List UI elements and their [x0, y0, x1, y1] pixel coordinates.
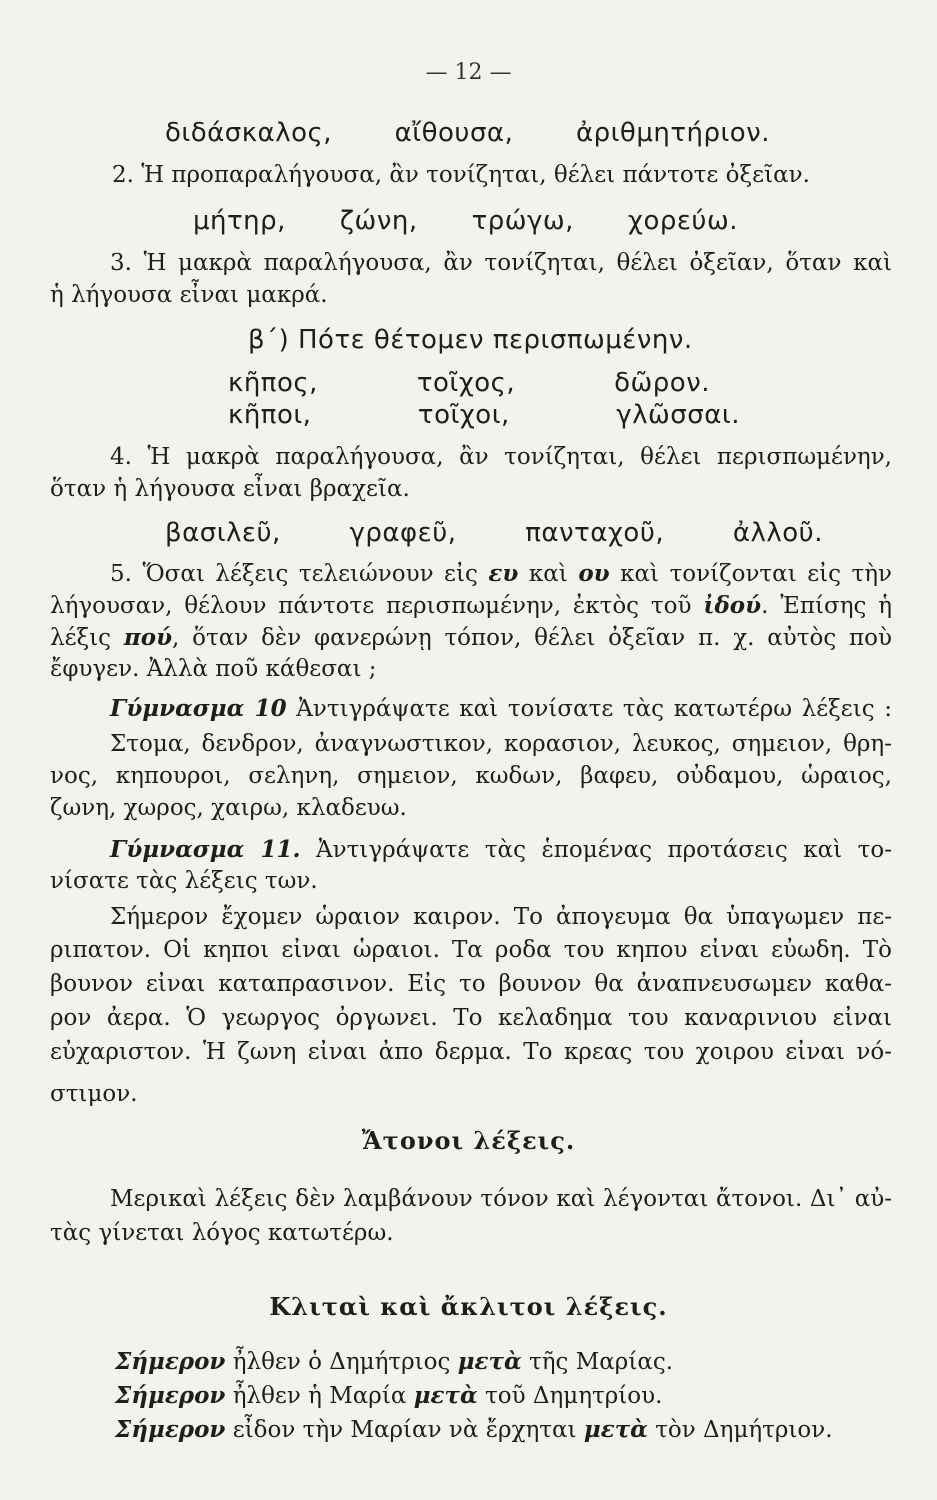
- exercise-label: Γύμνασμα 10: [110, 695, 287, 722]
- emphasis-idou: ἰδού: [703, 592, 762, 619]
- word: τρώγω,: [471, 206, 574, 236]
- heading-klitai: Κλιταὶ καὶ ἄκλιτοι λέξεις.: [269, 1292, 668, 1321]
- word: πανταχοῦ,: [525, 518, 665, 548]
- example-row-1: [165, 118, 770, 148]
- rule-5-line-2: λήγουσαν, θέλουν πάντοτε περισπωμένην, ἐκτὸς τοῦ ἰδού. Ἐπίσης ἡ: [50, 592, 893, 619]
- exercise-11-line: βουνον εἰναι καταπρασινον. Εἰς το βουνον θα ἀναπνευσωμεν καθα-: [50, 971, 892, 997]
- example-row-4: [228, 400, 740, 430]
- word: διδάσκαλος,: [165, 118, 333, 148]
- exercise-11-line: ριπατον. Οἱ κηποι εἰναι ὡραιοι. Τα ροδα του κηπου εἰναι εὐωδη. Τὸ: [50, 937, 892, 963]
- exercise-10-line: Στομα, δενδρον, ἀναγνωστικον, κορασιον, λευκος, σημειον, θρη-: [110, 731, 892, 757]
- sentence-1: Σήμερον ἦλθεν ὁ Δημήτριος μετὰ τῆς Μαρίας.: [115, 1348, 674, 1375]
- sentence-3: Σήμερον εἶδον τὴν Μαρίαν νὰ ἔρχηται μετὰ τὸν Δημήτριον.: [115, 1416, 833, 1443]
- word: κῆποι,: [228, 400, 312, 430]
- atonoi-line-1: Μερικαὶ λέξεις δὲν λαμβάνουν τόνον καὶ λέγονται ἄτονοι. Δι᾿ αὐ-: [110, 1186, 892, 1212]
- word: τοῖχος,: [416, 368, 516, 398]
- word: τοῖχοι,: [417, 400, 510, 430]
- rule-5-line-4: ἔφυγεν. Ἀλλὰ ποῦ κάθεσαι ;: [50, 656, 377, 682]
- rule-4-line-2: ὅταν ἡ λήγουσα εἶναι βραχεῖα.: [50, 476, 410, 502]
- word: ζώνη,: [339, 206, 418, 236]
- word: ἀριθμητήριον.: [575, 118, 770, 148]
- emphasis-eu: ευ: [488, 560, 519, 587]
- word: δῶρον.: [614, 368, 710, 398]
- rule-3-line-1: 3. Ἡ μακρὰ παραλήγουσα, ἂν τονίζηται, θέλει ὀξεῖαν, ὅταν καὶ: [110, 250, 892, 276]
- rule-5-line-3: λέξις πού, ὅταν δὲν φανερώνῃ τόπον, θέλει ὀξεῖαν π. χ. αὐτὸς ποὺ: [50, 624, 893, 651]
- exercise-10-line: ζωνη, χωρος, χαιρω, κλαδευω.: [50, 795, 407, 821]
- section-heading-b: β΄) Πότε θέτομεν περισπωμένην.: [248, 325, 693, 355]
- word: γραφεῦ,: [349, 518, 457, 548]
- example-row-3: [228, 368, 710, 398]
- exercise-11-line: Σήμερον ἔχομεν ὡραιον καιρον. Το ἀπογευμα θα ὑπαγωμεν πε-: [110, 904, 892, 930]
- heading-atonoi: Ἄτονοι λέξεις.: [361, 1126, 576, 1155]
- page-number: — 12 —: [425, 60, 512, 85]
- exercise-10-line: νος, κηπουροι, σεληνη, σημειον, κωδων, βαφευ, οὐδαμου, ὡραιος,: [50, 763, 892, 789]
- exercise-10-title: Γύμνασμα 10 Ἀντιγράψατε καὶ τονίσατε τὰς κατωτέρω λέξεις :: [110, 695, 892, 722]
- sentence-2: Σήμερον ἦλθεν ἡ Μαρία μετὰ τοῦ Δημητρίου.: [115, 1382, 663, 1409]
- exercise-11-line: νίσατε τὰς λέξεις των.: [50, 868, 318, 894]
- word: ἀλλοῦ.: [732, 518, 823, 548]
- emphasis-ou: ου: [578, 560, 610, 587]
- rule-5-line-1: 5. Ὅσαι λέξεις τελειώνουν εἰς ευ καὶ ου καὶ τονίζονται εἰς τὴν: [110, 560, 893, 587]
- example-row-2: [193, 206, 738, 236]
- exercise-11-title: Γύμνασμα 11. Ἀντιγράψατε τὰς ἑπομένας προτάσεις καὶ το-: [110, 836, 893, 863]
- exercise-label: Γύμνασμα 11.: [110, 836, 301, 863]
- word: γλῶσσαι.: [616, 400, 740, 430]
- word: μήτηρ,: [193, 206, 286, 236]
- example-row-5: [165, 518, 823, 548]
- rule-3-line-2: ἡ λήγουσα εἶναι μακρά.: [50, 282, 328, 308]
- word: αἴθουσα,: [394, 118, 514, 148]
- rule-2: 2. Ἡ προπαραλήγουσα, ἂν τονίζηται, θέλει πάντοτε ὀξεῖαν.: [112, 162, 810, 188]
- word: χορεύω.: [627, 206, 738, 236]
- word: βασιλεῦ,: [165, 518, 281, 548]
- emphasis-pou: πού: [123, 624, 173, 651]
- rule-4-line-1: 4. Ἡ μακρὰ παραλήγουσα, ἂν τονίζηται, θέλει περισπωμένην,: [110, 444, 892, 470]
- exercise-11-line: στιμον.: [50, 1081, 138, 1107]
- exercise-11-line: ρον ἀερα. Ὁ γεωργος ὀργωνει. Το κελαδημα του καναρινιου εἰναι: [50, 1005, 892, 1031]
- exercise-11-line: εὐχαριστον. Ἡ ζωνη εἰναι ἀπο δερμα. Το κρεας του χοιρου εἰναι νό-: [50, 1039, 892, 1065]
- atonoi-line-2: τὰς γίνεται λόγος κατωτέρω.: [50, 1220, 394, 1246]
- word: κῆπος,: [228, 368, 318, 398]
